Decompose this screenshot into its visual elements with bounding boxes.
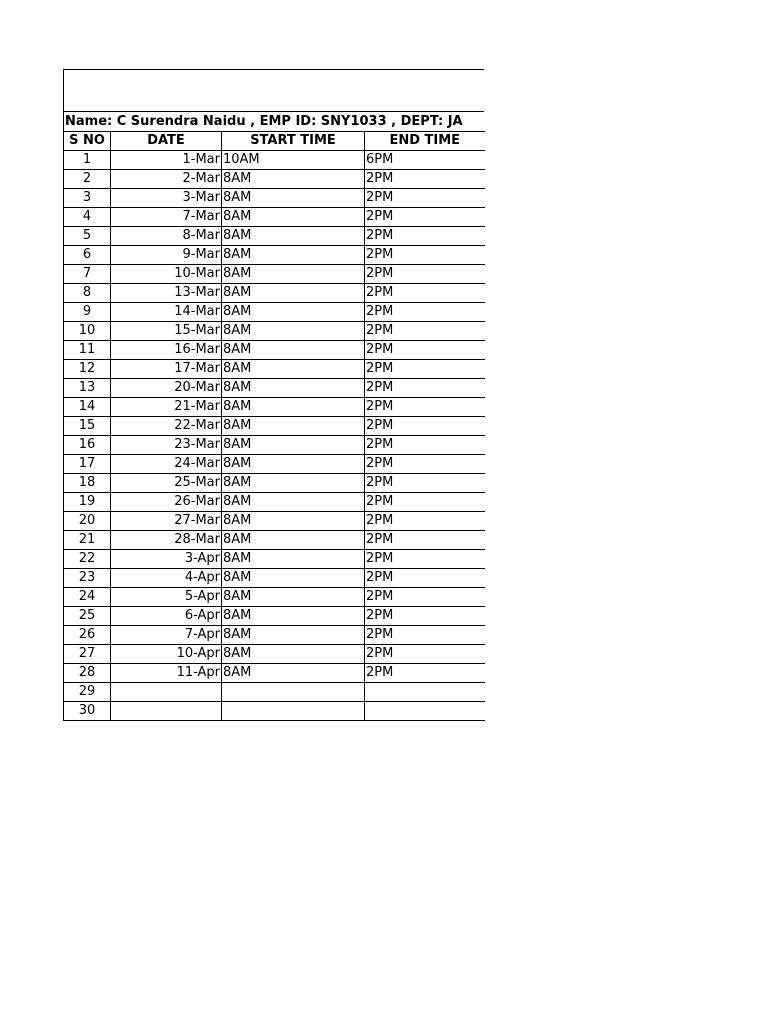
table-row [64, 208, 485, 227]
table-row [64, 645, 485, 664]
cell-sno[interactable]: 23 [64, 569, 111, 588]
table-row [64, 417, 485, 436]
cell-end-time[interactable]: 2PM [365, 474, 485, 493]
cell-date[interactable] [111, 702, 222, 721]
cell-start-time[interactable]: 8AM [222, 208, 365, 227]
cell-date[interactable]: 4-Apr [111, 569, 222, 588]
cell-sno[interactable]: 10 [64, 322, 111, 341]
cell-end-time[interactable]: 2PM [365, 170, 485, 189]
cell-start-time[interactable]: 8AM [222, 607, 365, 626]
cell-start-time[interactable]: 8AM [222, 626, 365, 645]
table-row [64, 265, 485, 284]
cell-date[interactable]: 6-Apr [111, 607, 222, 626]
title-cell [63, 69, 484, 112]
cell-date[interactable]: 8-Mar [111, 227, 222, 246]
cell-start-time[interactable]: 8AM [222, 455, 365, 474]
cell-end-time[interactable]: 2PM [365, 398, 485, 417]
cell-sno[interactable]: 17 [64, 455, 111, 474]
cell-date[interactable]: 10-Apr [111, 645, 222, 664]
cell-end-time[interactable]: 2PM [365, 360, 485, 379]
cell-sno[interactable]: 5 [64, 227, 111, 246]
cell-end-time[interactable]: 2PM [365, 569, 485, 588]
cell-end-time[interactable]: 2PM [365, 303, 485, 322]
cell-start-time[interactable]: 8AM [222, 341, 365, 360]
cell-date[interactable]: 25-Mar [111, 474, 222, 493]
cell-start-time[interactable]: 10AM [222, 151, 365, 170]
cell-start-time[interactable]: 8AM [222, 227, 365, 246]
cell-end-time[interactable]: 2PM [365, 493, 485, 512]
table-row [64, 398, 485, 417]
cell-sno[interactable]: 29 [64, 683, 111, 702]
table-row [64, 607, 485, 626]
column-header-end-time: END TIME [365, 132, 485, 151]
table-row [64, 588, 485, 607]
cell-date[interactable]: 5-Apr [111, 588, 222, 607]
cell-date[interactable]: 21-Mar [111, 398, 222, 417]
table-row [64, 436, 485, 455]
table-row [64, 227, 485, 246]
cell-sno[interactable]: 12 [64, 360, 111, 379]
cell-date[interactable]: 20-Mar [111, 379, 222, 398]
header-row [64, 132, 485, 151]
cell-start-time[interactable]: 8AM [222, 189, 365, 208]
cell-start-time[interactable]: 8AM [222, 170, 365, 189]
cell-start-time[interactable]: 8AM [222, 284, 365, 303]
cell-start-time[interactable]: 8AM [222, 417, 365, 436]
cell-start-time[interactable]: 8AM [222, 398, 365, 417]
cell-end-time[interactable]: 2PM [365, 455, 485, 474]
cell-date[interactable]: 13-Mar [111, 284, 222, 303]
cell-end-time[interactable]: 2PM [365, 246, 485, 265]
cell-end-time[interactable] [365, 702, 485, 721]
employee-info-line: Name: C Surendra Naidu , EMP ID: SNY1033 , DEPT: JA [63, 112, 484, 131]
table-row [64, 531, 485, 550]
cell-end-time[interactable]: 2PM [365, 664, 485, 683]
cell-sno[interactable]: 14 [64, 398, 111, 417]
cell-start-time[interactable]: 8AM [222, 322, 365, 341]
cell-end-time[interactable]: 2PM [365, 550, 485, 569]
table-row [64, 702, 485, 721]
table-row [64, 474, 485, 493]
cell-date[interactable]: 1-Mar [111, 151, 222, 170]
cell-sno[interactable]: 21 [64, 531, 111, 550]
cell-end-time[interactable]: 2PM [365, 189, 485, 208]
cell-end-time[interactable]: 2PM [365, 379, 485, 398]
cell-start-time[interactable]: 8AM [222, 645, 365, 664]
cell-start-time[interactable]: 8AM [222, 436, 365, 455]
cell-start-time[interactable]: 8AM [222, 246, 365, 265]
cell-date[interactable]: 22-Mar [111, 417, 222, 436]
cell-date[interactable]: 2-Mar [111, 170, 222, 189]
cell-start-time[interactable] [222, 702, 365, 721]
cell-end-time[interactable]: 2PM [365, 341, 485, 360]
cell-date[interactable]: 17-Mar [111, 360, 222, 379]
cell-date[interactable]: 7-Mar [111, 208, 222, 227]
table-row [64, 569, 485, 588]
cell-date[interactable]: 7-Apr [111, 626, 222, 645]
cell-date[interactable]: 3-Mar [111, 189, 222, 208]
table-row [64, 626, 485, 645]
table-row [64, 512, 485, 531]
cell-end-time[interactable]: 2PM [365, 208, 485, 227]
table-row [64, 170, 485, 189]
cell-start-time[interactable]: 8AM [222, 512, 365, 531]
cell-date[interactable]: 10-Mar [111, 265, 222, 284]
cell-sno[interactable]: 2 [64, 170, 111, 189]
cell-start-time[interactable]: 8AM [222, 664, 365, 683]
cell-start-time[interactable] [222, 683, 365, 702]
cell-sno[interactable]: 1 [64, 151, 111, 170]
cell-sno[interactable]: 28 [64, 664, 111, 683]
table-row [64, 341, 485, 360]
cell-date[interactable]: 23-Mar [111, 436, 222, 455]
cell-end-time[interactable]: 2PM [365, 531, 485, 550]
cell-end-time[interactable]: 2PM [365, 322, 485, 341]
cell-date[interactable]: 9-Mar [111, 246, 222, 265]
cell-sno[interactable]: 3 [64, 189, 111, 208]
cell-sno[interactable]: 7 [64, 265, 111, 284]
cell-sno[interactable]: 26 [64, 626, 111, 645]
attendance-sheet [63, 69, 484, 721]
cell-start-time[interactable]: 8AM [222, 493, 365, 512]
table-row [64, 246, 485, 265]
cell-sno[interactable]: 19 [64, 493, 111, 512]
cell-start-time[interactable]: 8AM [222, 531, 365, 550]
cell-end-time[interactable]: 2PM [365, 626, 485, 645]
table-row [64, 322, 485, 341]
cell-date[interactable]: 24-Mar [111, 455, 222, 474]
cell-end-time[interactable]: 2PM [365, 436, 485, 455]
cell-sno[interactable]: 6 [64, 246, 111, 265]
cell-start-time[interactable]: 8AM [222, 379, 365, 398]
table-row [64, 550, 485, 569]
cell-sno[interactable]: 8 [64, 284, 111, 303]
table-body [64, 151, 485, 721]
cell-sno[interactable]: 22 [64, 550, 111, 569]
cell-sno[interactable]: 9 [64, 303, 111, 322]
cell-date[interactable]: 3-Apr [111, 550, 222, 569]
cell-sno[interactable]: 30 [64, 702, 111, 721]
table-row [64, 493, 485, 512]
cell-sno[interactable]: 27 [64, 645, 111, 664]
cell-start-time[interactable]: 8AM [222, 588, 365, 607]
cell-end-time[interactable]: 2PM [365, 512, 485, 531]
cell-date[interactable]: 27-Mar [111, 512, 222, 531]
column-header-date: DATE [111, 132, 222, 151]
table-row [64, 151, 485, 170]
cell-date[interactable]: 15-Mar [111, 322, 222, 341]
cell-sno[interactable]: 15 [64, 417, 111, 436]
cell-sno[interactable]: 18 [64, 474, 111, 493]
cell-sno[interactable]: 11 [64, 341, 111, 360]
column-header-start-time: START TIME [222, 132, 365, 151]
cell-sno[interactable]: 16 [64, 436, 111, 455]
cell-start-time[interactable]: 8AM [222, 550, 365, 569]
cell-date[interactable]: 14-Mar [111, 303, 222, 322]
table-row [64, 189, 485, 208]
cell-end-time[interactable]: 2PM [365, 588, 485, 607]
cell-start-time[interactable]: 8AM [222, 265, 365, 284]
cell-date[interactable]: 28-Mar [111, 531, 222, 550]
cell-date[interactable]: 26-Mar [111, 493, 222, 512]
cell-sno[interactable]: 4 [64, 208, 111, 227]
cell-end-time[interactable] [365, 683, 485, 702]
cell-date[interactable]: 11-Apr [111, 664, 222, 683]
cell-start-time[interactable]: 8AM [222, 569, 365, 588]
cell-end-time[interactable]: 6PM [365, 151, 485, 170]
cell-date[interactable]: 16-Mar [111, 341, 222, 360]
cell-date[interactable] [111, 683, 222, 702]
table-row [64, 303, 485, 322]
table-row [64, 379, 485, 398]
cell-sno[interactable]: 24 [64, 588, 111, 607]
table-row [64, 455, 485, 474]
column-header-sno: S NO [64, 132, 111, 151]
cell-end-time[interactable]: 2PM [365, 417, 485, 436]
cell-start-time[interactable]: 8AM [222, 303, 365, 322]
attendance-table [63, 131, 485, 721]
cell-sno[interactable]: 13 [64, 379, 111, 398]
cell-sno[interactable]: 25 [64, 607, 111, 626]
cell-start-time[interactable]: 8AM [222, 474, 365, 493]
table-row [64, 664, 485, 683]
cell-end-time[interactable]: 2PM [365, 645, 485, 664]
table-row [64, 360, 485, 379]
cell-start-time[interactable]: 8AM [222, 360, 365, 379]
cell-end-time[interactable]: 2PM [365, 284, 485, 303]
table-row [64, 284, 485, 303]
cell-end-time[interactable]: 2PM [365, 227, 485, 246]
cell-end-time[interactable]: 2PM [365, 607, 485, 626]
cell-sno[interactable]: 20 [64, 512, 111, 531]
table-row [64, 683, 485, 702]
cell-end-time[interactable]: 2PM [365, 265, 485, 284]
